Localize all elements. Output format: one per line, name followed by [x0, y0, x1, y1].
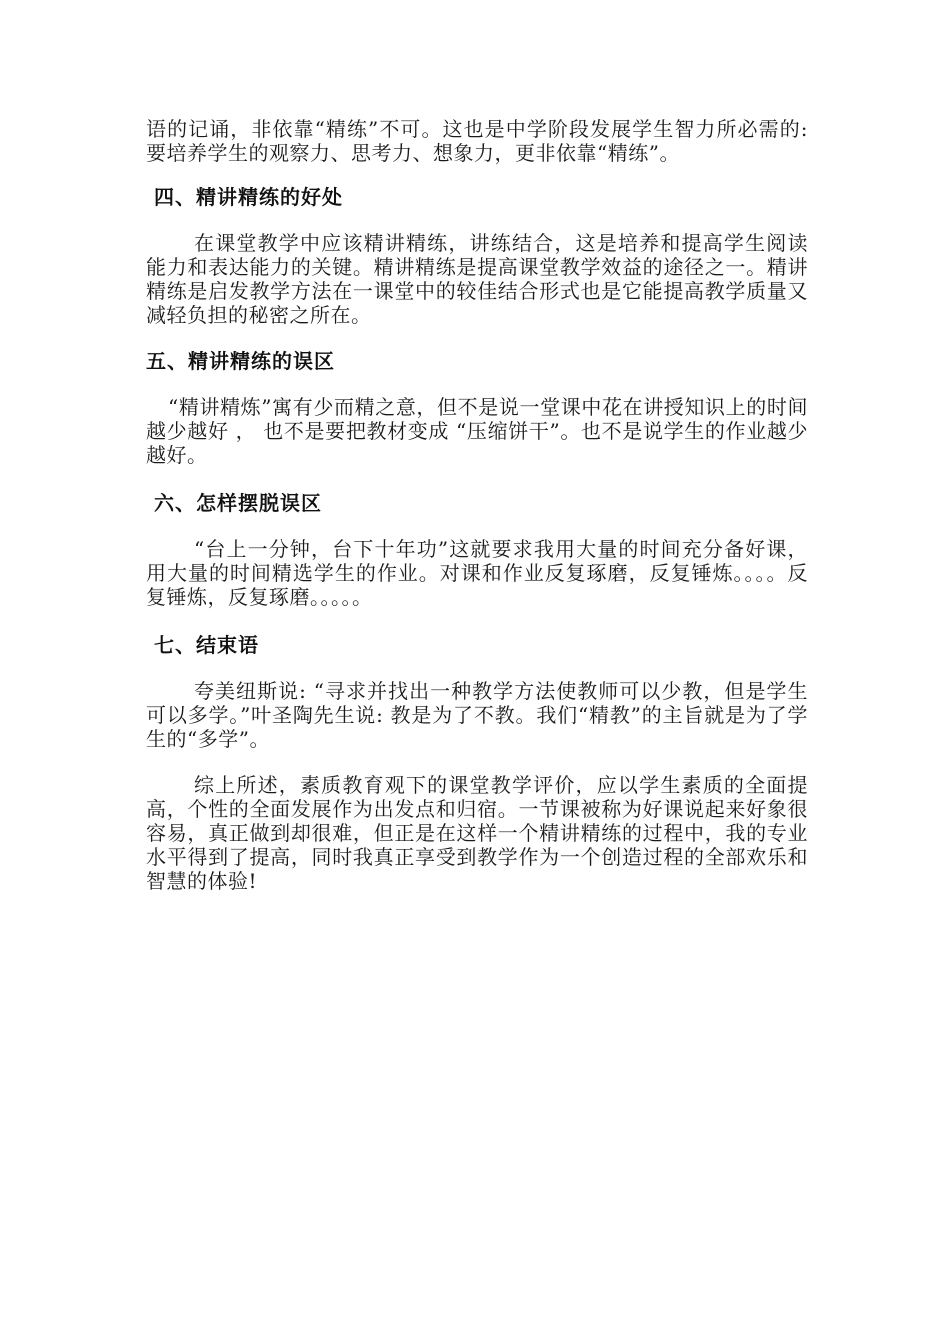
- heading-section-6: 六、怎样摆脱误区: [154, 491, 322, 515]
- heading-section-4: 四、精讲精练的好处: [154, 185, 343, 209]
- paragraph-section-7-quote: 夸美纽斯说: “寻求并找出一种教学方法使教师可以少教，但是学生可以多学。”叶圣陶先生说: 教是为了不教。我们“精教”的主旨就是为了学生的“多学”。: [146, 679, 808, 751]
- paragraph-intro: 语的记诵，非依靠“精练”不可。这也是中学阶段发展学生智力所必需的: 要培养学生的观察力、思考力、想象力，更非依靠“精练”。: [146, 117, 808, 165]
- paragraph-section-5: “精讲精炼”寓有少而精之意，但不是说一堂课中花在讲授知识上的时间越少越好 ， 也不是要把教材变成 “压缩饼干”。也不是说学生的作业越少越好。: [146, 395, 808, 467]
- heading-section-7: 七、结束语: [154, 633, 259, 657]
- document-page: [146, 117, 808, 893]
- paragraph-section-4: 在课堂教学中应该精讲精练，讲练结合，这是培养和提高学生阅读能力和表达能力的关键。精讲精练是提高课堂教学效益的途径之一。精讲精练是启发教学方法在一课堂中的较佳结合形式也是它能提高教学质量又减轻负担的秘密之所在。: [146, 231, 808, 327]
- paragraph-section-6: “台上一分钟，台下十年功”这就要求我用大量的时间充分备好课，用大量的时间精选学生的作业。对课和作业反复琢磨，反复锤炼。。。。反复锤炼，反复琢磨。。。。。: [146, 537, 808, 609]
- paragraph-conclusion: 综上所述，素质教育观下的课堂教学评价，应以学生素质的全面提高，个性的全面发展作为出发点和归宿。一节课被称为好课说起来好象很容易，真正做到却很难，但正是在这样一个精讲精练的过程中，我的专业水平得到了提高，同时我真正享受到教学作为一个创造过程的全部欢乐和智慧的体验!: [146, 773, 808, 893]
- heading-section-5: 五、精讲精练的误区: [146, 349, 335, 373]
